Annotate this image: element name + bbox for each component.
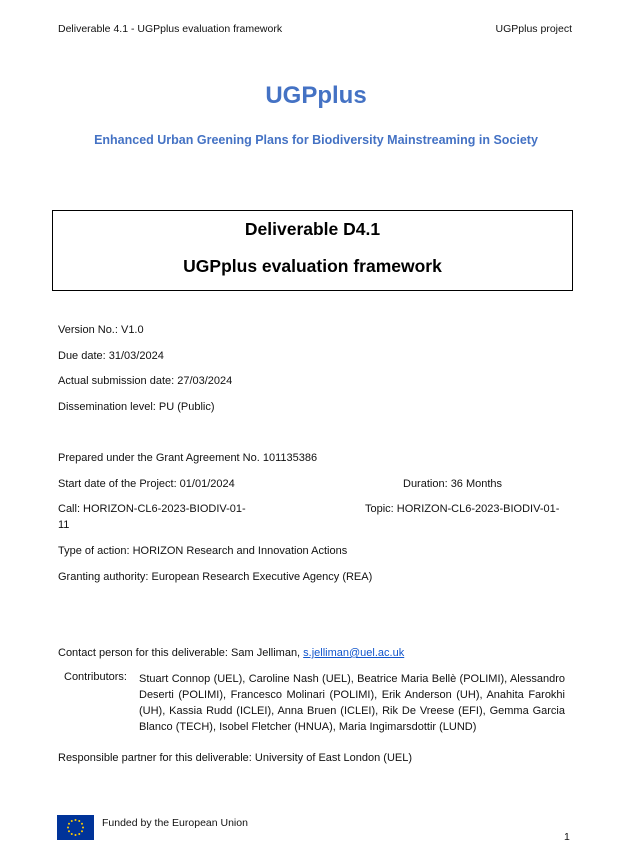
- contact-person: [58, 647, 404, 659]
- responsible-partner: Responsible partner for this deliverable: University of East London (UEL): [58, 752, 413, 764]
- call-id-line2: 11: [58, 519, 70, 531]
- deliverable-id: Deliverable D4.1: [244, 219, 381, 239]
- contact-label: Contact person for this deliverable: Sam Jelliman,: [58, 647, 304, 659]
- eu-flag-icon: [57, 815, 94, 840]
- topic-id: Topic: HORIZON-CL6-2023-BIODIV-01-: [365, 503, 560, 515]
- deliverable-name: UGPplus evaluation framework: [183, 256, 442, 276]
- header-left: Deliverable 4.1 - UGPplus evaluation framework: [58, 23, 283, 35]
- deliverable-box: [52, 210, 573, 291]
- call-id-line1: Call: HORIZON-CL6-2023-BIODIV-01-: [58, 503, 246, 515]
- type-of-action: Type of action: HORIZON Research and Innovation Actions: [58, 545, 348, 557]
- version-number: Version No.: V1.0: [58, 324, 144, 336]
- submission-date: Actual submission date: 27/03/2024: [58, 375, 233, 387]
- document-title: UGPplus: [265, 82, 367, 109]
- dissemination-level: Dissemination level: PU (Public): [58, 401, 215, 413]
- document-subtitle: Enhanced Urban Greening Plans for Biodiversity Mainstreaming in Society: [94, 133, 538, 147]
- contributors-label: Contributors:: [64, 671, 127, 683]
- due-date: Due date: 31/03/2024: [58, 350, 164, 362]
- header-right: UGPplus project: [495, 23, 572, 35]
- grant-agreement: Prepared under the Grant Agreement No. 101135386: [58, 452, 318, 464]
- granting-authority: Granting authority: European Research Executive Agency (REA): [58, 571, 373, 583]
- contributors-list: Stuart Connop (UEL), Caroline Nash (UEL), Beatrice Maria Bellè (POLIMI), Alessandro Deserti (POLIMI), Francesco Molinari (POLIMI), Erik Anderson (UH), Anahita Farokhi (UH), Kassia Rudd (ICLEI), Anna Bruen (ICLEI), Rik De Vreese (EFI), Gemma Garcia Blanco (TECH), Isobel Fletcher (HNUA), Maria Ingimarsdottir (LUND): [139, 673, 565, 733]
- contact-email-link[interactable]: s.jelliman@uel.ac.uk: [303, 647, 405, 659]
- page-number: 1: [564, 831, 570, 843]
- project-start-date: Start date of the Project: 01/01/2024: [58, 478, 235, 490]
- funded-by-eu: Funded by the European Union: [102, 817, 248, 829]
- project-duration: Duration: 36 Months: [403, 478, 503, 490]
